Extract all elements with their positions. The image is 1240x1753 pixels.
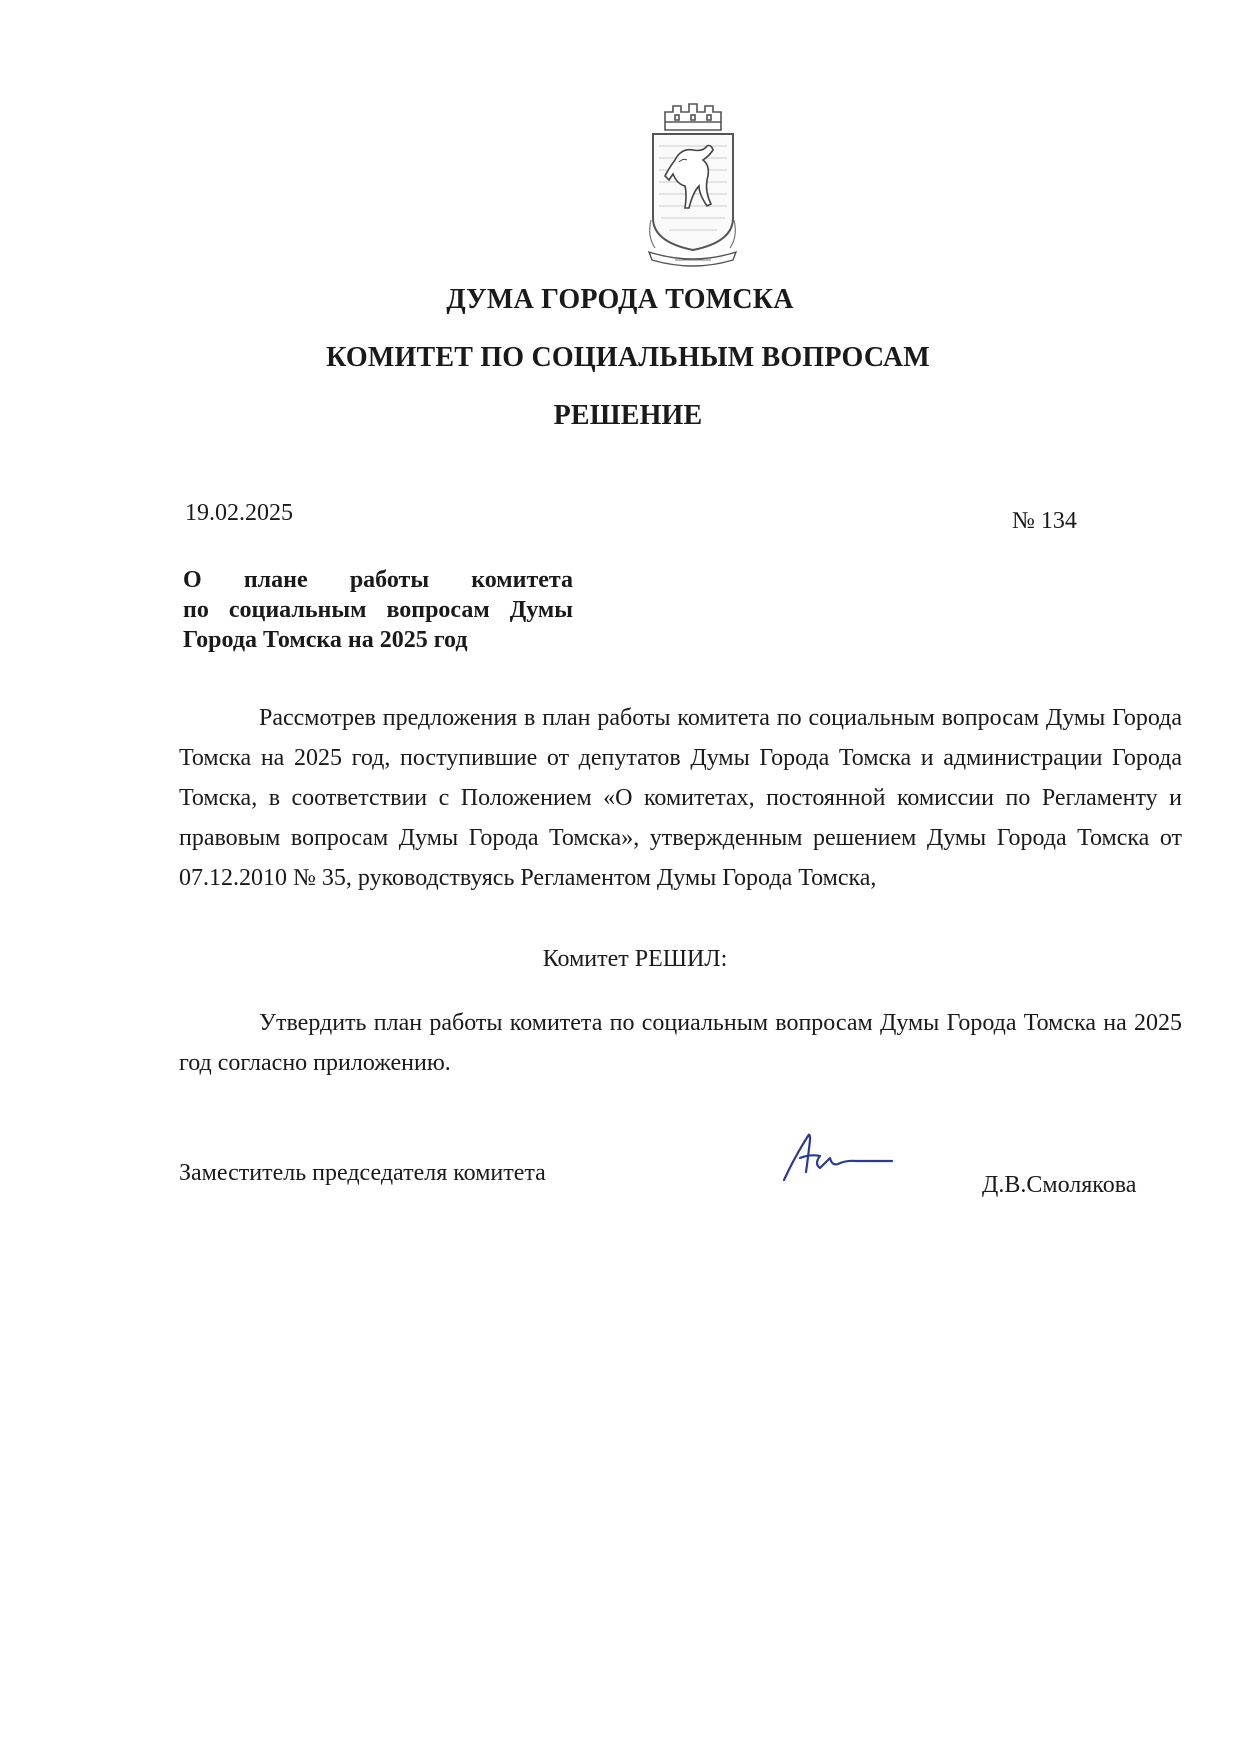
signatory-role: Заместитель председателя комитета xyxy=(179,1160,546,1186)
handwritten-signature xyxy=(780,1128,900,1188)
tomsk-coat-of-arms-icon xyxy=(645,100,740,275)
organization-title: ДУМА ГОРОДА ТОМСКА xyxy=(446,284,794,315)
committee-title: КОМИТЕТ ПО СОЦИАЛЬНЫМ ВОПРОСАМ xyxy=(326,342,930,373)
document-number: № 134 xyxy=(1012,508,1077,534)
subject-line-3: Города Томска на 2025 год xyxy=(183,627,468,653)
subject-line-1: О плане работы комитета xyxy=(183,567,573,593)
document-date: 19.02.2025 xyxy=(185,500,293,526)
document-subject xyxy=(183,565,573,655)
resolved-heading: Комитет РЕШИЛ: xyxy=(542,946,728,972)
body-paragraph: Рассмотрев предложения в план работы комитета по социальным вопросам Думы Города Томска на 2025 год, поступившие от депутатов Думы Города Томска и администрации Города Томска, в соответствии с Положением «О комитетах, постоянной комиссии по Регламенту и правовым вопросам Думы Города Томска», утвержденным решением Думы Города Томска от 07.12.2010 № 35, руководствуясь Регламентом Думы Города Томска, xyxy=(179,705,1182,891)
decision-paragraph: Утвердить план работы комитета по социальным вопросам Думы Города Томска на 2025 год согласно приложению. xyxy=(179,1010,1182,1076)
subject-line-2: по социальным вопросам Думы xyxy=(183,597,573,623)
document-type: РЕШЕНИЕ xyxy=(553,400,703,431)
signatory-name: Д.В.Смолякова xyxy=(982,1172,1137,1198)
